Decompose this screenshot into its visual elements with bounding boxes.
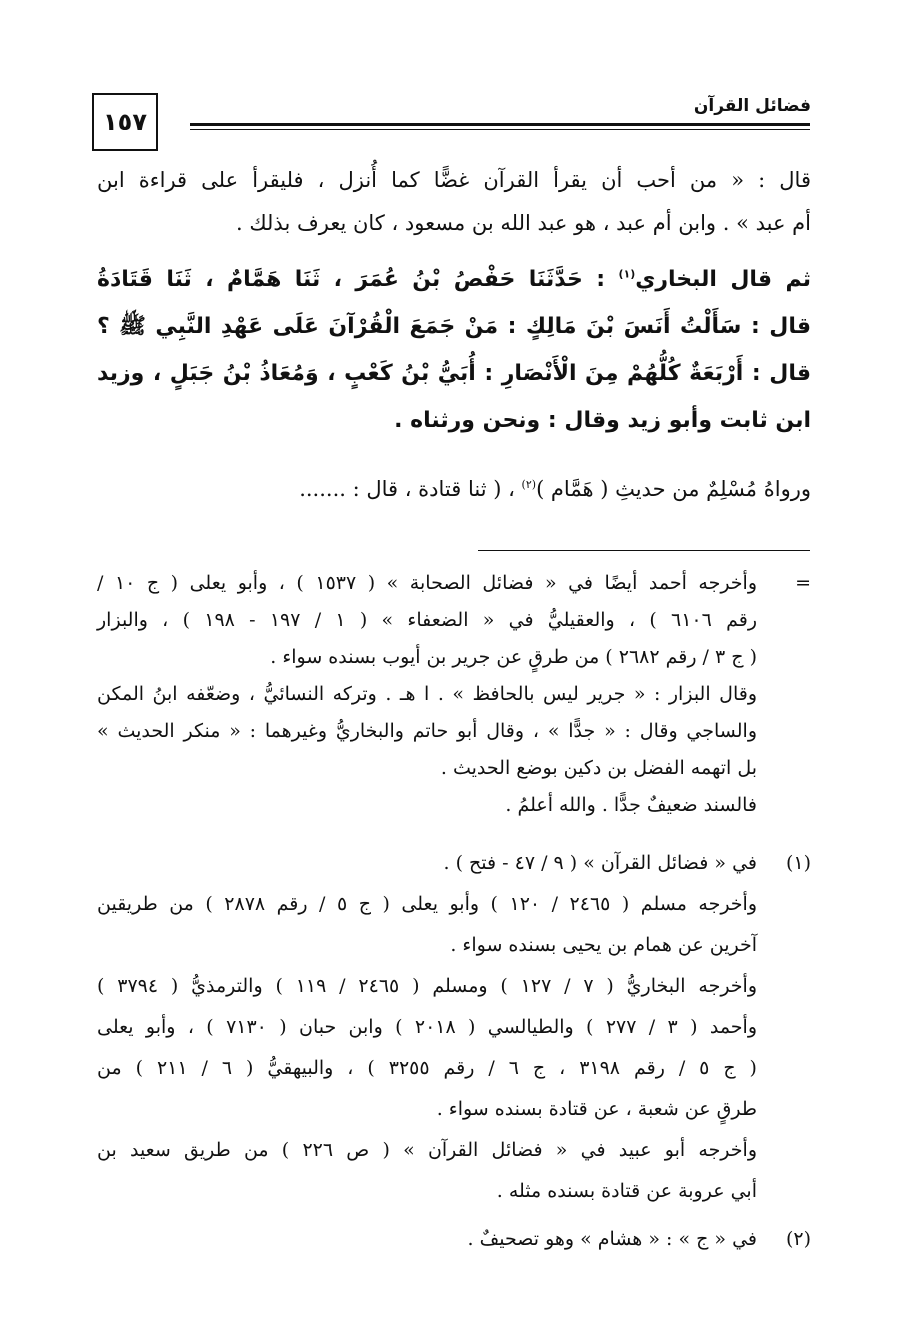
footnote-line: طرقٍ عن شعبة ، عن قتادة بسنده سواء . [436,1098,757,1120]
page-number-box [92,93,158,151]
footnote-separator [478,550,810,551]
hadith-line: ابن ثابت وأبو زيد وقال : ونحن ورثناه . [394,408,811,433]
hadith-intro: ثم قال البخاري [635,267,811,292]
footnote-line: وأخرجه أحمد أيضًا في « فضائل الصحابة » ( ١٥٣٧ ) ، وأبو يعلى ( ج ١٠ / [97,572,758,594]
hadith-line: قال : سَأَلْتُ أَنَسَ بْنَ مَالِكٍ : مَنْ جَمَعَ الْقُرْآنَ عَلَى عَهْدِ النَّبِي ﷺ ؟ [97,314,811,339]
running-title: فضائل القرآن [693,96,811,116]
footnote-line: وأخرجه أبو عبيد في « فضائل القرآن » ( ص ٢٢٦ ) من طريق سعيد بن [97,1139,757,1161]
footnote-continuation-marker: = [795,572,811,594]
footnote-line: رقم ٦١٠٦ ) ، والعقيليُّ في « الضعفاء » ( ١ / ١٩٧ - ١٩٨ ) ، والبزار [97,609,758,631]
hadith-line: قال : أَرْبَعَةٌ كُلُّهُمْ مِنَ الْأَنْصَارِ : أُبَيُّ بْنُ كَعْبٍ ، وَمُعَاذُ بْنُ جَبَلٍ ، وزيد [97,361,811,386]
footnote-marker-1: (١) [785,852,811,874]
hadith-isnad: : حَدَّثَنَا حَفْصُ بْنُ عُمَرَ ، ثَنَا هَمَّامٌ ، ثَنَا قَتَادَةُ [97,267,619,292]
footnote-line: في « فضائل القرآن » ( ٩ / ٤٧ - فتح ) . [443,852,757,874]
header-rule-thin [190,129,810,130]
hadith-line [97,267,811,293]
footnote-line: وأحمد ( ٣ / ٢٧٧ ) والطيالسي ( ٢٠١٨ ) وابن حبان ( ٧١٣٠ ) ، وأبو يعلى [97,1016,758,1038]
body-line [97,477,811,502]
body-line: أم عبد » . وابن أم عبد ، هو عبد الله بن مسعود ، كان يعرف بذلك . [235,211,811,235]
body-line: قال : « من أحب أن يقرأ القرآن غضًّا كما أُنزل ، فليقرأ على قراءة ابن [97,168,811,192]
footnote-line: وأخرجه مسلم ( ٢٤٦٥ / ١٢٠ ) وأبو يعلى ( ج ٥ / رقم ٢٨٧٨ ) من طريقين [97,893,757,915]
footnote-line: آخرين عن همام بن يحيى بسنده سواء . [450,934,757,956]
footnote-line: وقال البزار : « جرير ليس بالحافظ » . ا هـ . وتركه النسائيُّ ، وضعّفه ابنُ المكن [97,683,757,705]
header-rule-thick [190,123,810,126]
footnote-line: ( ج ٣ / رقم ٢٦٨٢ ) من طرقٍ عن جرير بن أيوب بسنده سواء . [270,646,757,668]
footnote-line: بل اتهمه الفضل بن دكين بوضع الحديث . [440,757,757,779]
muslim-text-cont: ، ( ثنا قتادة ، قال : ....... [299,477,522,501]
footnote-line: فالسند ضعيفٌ جدًّا . والله أعلمُ . [505,794,757,816]
footnote-line: أبي عروبة عن قتادة بسنده مثله . [496,1180,757,1202]
footnote-line: وأخرجه البخاريُّ ( ٧ / ١٢٧ ) ومسلم ( ٢٤٦٥ / ١١٩ ) والترمذيُّ ( ٣٧٩٤ ) [97,975,758,997]
footnote-ref-1: (١) [618,267,636,281]
footnote-marker-2: (٢) [785,1228,811,1250]
footnote-line: والساجي وقال : « جدًّا » ، وقال أبو حاتم والبخاريُّ وغيرهما : « منكر الحديث » [97,720,757,742]
muslim-text: ورواهُ مُسْلِمٌ من حديثِ ( هَمَّام ) [536,477,811,501]
footnote-line: ( ج ٥ / رقم ٣١٩٨ ، ج ٦ / رقم ٣٢٥٥ ) ، والبيهقيُّ ( ٦ / ٢١١ ) من [97,1057,757,1079]
footnote-line: في « ج » : « هشام » وهو تصحيفٌ . [467,1228,757,1250]
page-number: ١٥٧ [103,108,147,136]
footnote-ref-2: (٢) [521,478,537,491]
